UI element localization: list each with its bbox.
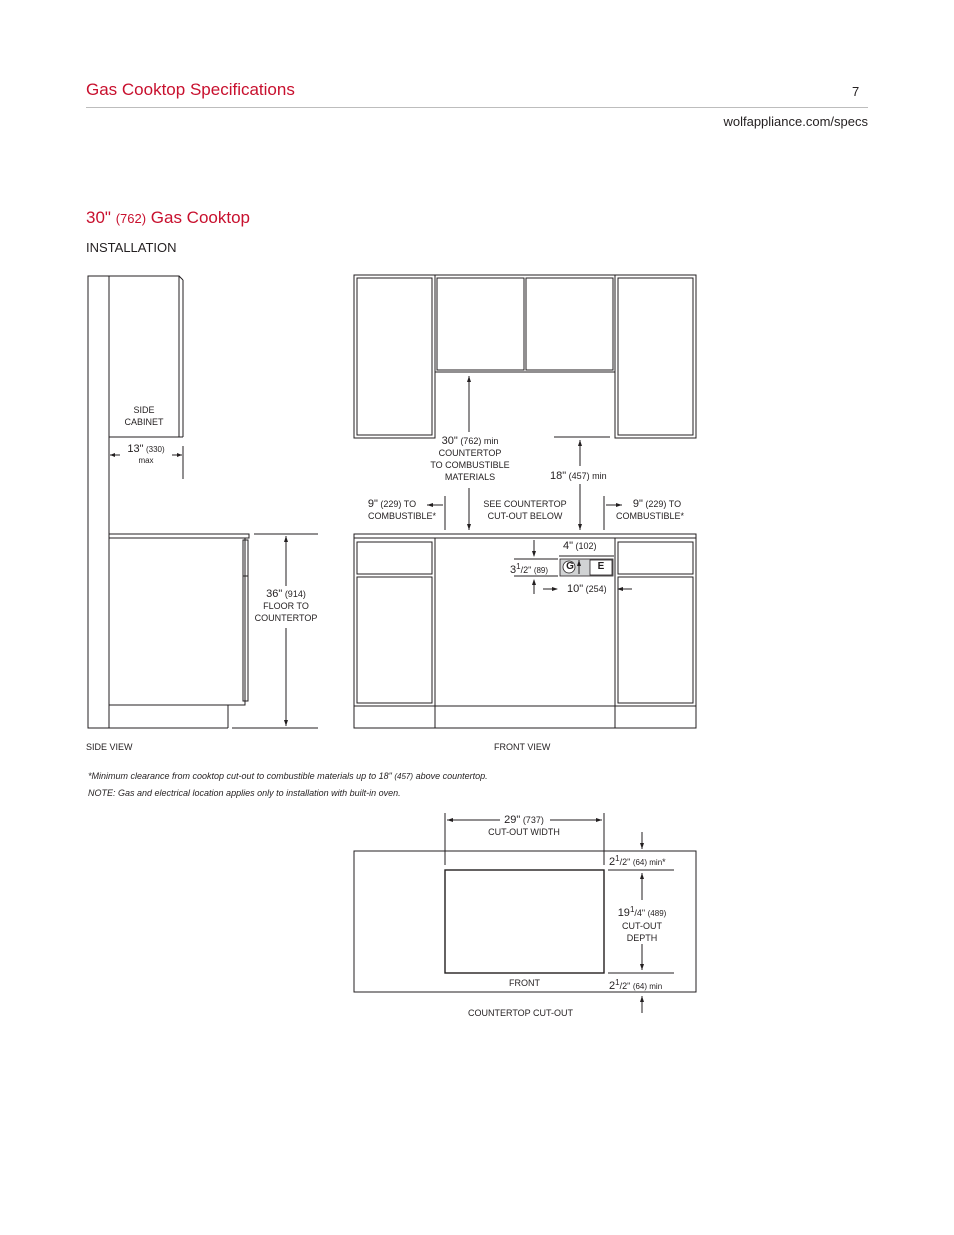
front-clearance-dimension <box>420 435 520 483</box>
page-title: Gas Cooktop Specifications <box>86 80 295 99</box>
electrical-location-label: E <box>597 561 605 572</box>
cutout-width-dimension <box>474 814 574 838</box>
note-clearance-end: above countertop. <box>415 771 488 781</box>
ten-inch-mm: (254) <box>585 584 607 594</box>
front-left-mm: (229) TO <box>380 499 417 509</box>
front-left-dimension <box>356 498 448 522</box>
side-height-line2: COUNTERTOP <box>254 613 318 623</box>
see-cutout-label <box>478 498 572 522</box>
side-cabinet-line2: CABINET <box>124 417 164 427</box>
side-cabinet-label <box>118 404 170 428</box>
gas-location-label: G <box>566 561 574 572</box>
front-clearance-line3: MATERIALS <box>444 472 496 482</box>
front-clearance-mm: (762) min <box>460 436 499 446</box>
cutout-top-mm: (64) min <box>632 858 663 867</box>
three-half-mm: (89) <box>533 566 549 575</box>
ten-inch-dimension <box>567 583 607 595</box>
cutout-top-dimension: $2^1/2$" (64) min* <box>609 854 666 868</box>
side-depth-mm: (330) <box>145 445 165 454</box>
section-size-mm: (762) <box>115 211 147 226</box>
cutout-bottom-mm: (64) min <box>632 982 663 991</box>
front-right-line2: COMBUSTIBLE <box>615 511 681 521</box>
cutout-width-value: 29" <box>504 814 521 826</box>
three-half-denominator: 2" <box>523 565 532 575</box>
cutout-top-denominator: 2" <box>622 857 631 867</box>
front-view-caption: FRONT VIEW <box>494 742 551 752</box>
side-view-drawing <box>88 276 318 728</box>
cutout-depth-line1: CUT-OUT <box>622 921 662 931</box>
note-clearance <box>88 771 488 781</box>
side-height-dimension <box>248 588 324 624</box>
three-half-numerator: 1 <box>516 562 521 571</box>
front-clearance-value: 30" <box>441 435 458 447</box>
side-height-mm: (914) <box>284 589 306 599</box>
cutout-caption: COUNTERTOP CUT-OUT <box>468 1008 574 1018</box>
cutout-front-label: FRONT <box>509 978 540 988</box>
cutout-top-star: * <box>662 857 666 867</box>
side-depth-qualifier: max <box>138 456 154 465</box>
front-right-value: 9" <box>632 498 643 510</box>
ten-inch-value: 10" <box>567 583 584 595</box>
cutout-depth-dimension: $19^1/4$" (489) CUT-OUT DEPTH <box>605 904 679 944</box>
note-clearance-text: *Minimum clearance from cooktop cut-out to combustible materials up to 18" <box>88 771 392 781</box>
cutout-depth-mm: (489) <box>647 909 667 918</box>
cutout-depth-denominator: 4" <box>636 908 646 918</box>
cutout-depth-numerator: 1 <box>629 905 635 914</box>
side-view-caption: SIDE VIEW <box>86 742 133 752</box>
three-half-dimension: $3^1/2$" (89) <box>510 562 549 576</box>
cutout-depth-line2: DEPTH <box>626 933 658 943</box>
section-subtitle: INSTALLATION <box>86 240 177 255</box>
front-left-line2: COMBUSTIBLE <box>367 511 433 521</box>
cutout-bottom-whole: 2 <box>609 980 616 992</box>
cutout-bottom-denominator: 2" <box>622 981 631 991</box>
note-clearance-mm: (457) <box>394 772 414 781</box>
front-left-star: * <box>432 511 437 521</box>
front-side-dimension <box>550 470 607 482</box>
front-right-star: * <box>680 511 685 521</box>
side-height-line1: FLOOR TO <box>263 601 309 611</box>
front-side-value: 18" <box>550 470 567 482</box>
front-right-dimension <box>610 498 690 522</box>
cutout-top-numerator: 1 <box>615 854 620 863</box>
front-clearance-line1: COUNTERTOP <box>438 448 502 458</box>
front-side-mm: (457) min <box>568 471 607 481</box>
cutout-top-whole: 2 <box>609 856 616 868</box>
three-half-whole: 3 <box>510 564 517 576</box>
cutout-bottom-numerator: 1 <box>615 978 620 987</box>
website-url: wolfappliance.com/specs <box>723 114 868 129</box>
cutout-width-label: CUT-OUT WIDTH <box>488 827 560 837</box>
side-depth-dimension <box>112 444 180 466</box>
cutout-bottom-dimension: $2^1/2$" (64) min <box>609 978 663 992</box>
side-height-value: 36" <box>266 588 283 600</box>
four-inch-dimension <box>563 540 597 552</box>
front-left-value: 9" <box>367 498 378 510</box>
cutout-width-mm: (737) <box>522 815 544 825</box>
section-name: Gas Cooktop <box>150 208 251 227</box>
cutout-depth-whole: 19 <box>617 907 630 919</box>
section-size: 30" <box>86 208 111 227</box>
side-depth-value: 13" <box>127 443 144 455</box>
page-number: 7 <box>852 84 860 99</box>
side-cabinet-line1: SIDE <box>133 405 155 415</box>
note-gas-electrical: NOTE: Gas and electrical location applies only to installation with built-in oven. <box>88 788 401 798</box>
front-right-mm: (229) TO <box>645 499 682 509</box>
see-cutout-line2: CUT-OUT BELOW <box>487 511 563 521</box>
four-inch-mm: (102) <box>575 541 597 551</box>
four-inch-value: 4" <box>563 540 574 552</box>
see-cutout-line1: SEE COUNTERTOP <box>483 499 567 509</box>
front-clearance-line2: TO COMBUSTIBLE <box>430 460 510 470</box>
